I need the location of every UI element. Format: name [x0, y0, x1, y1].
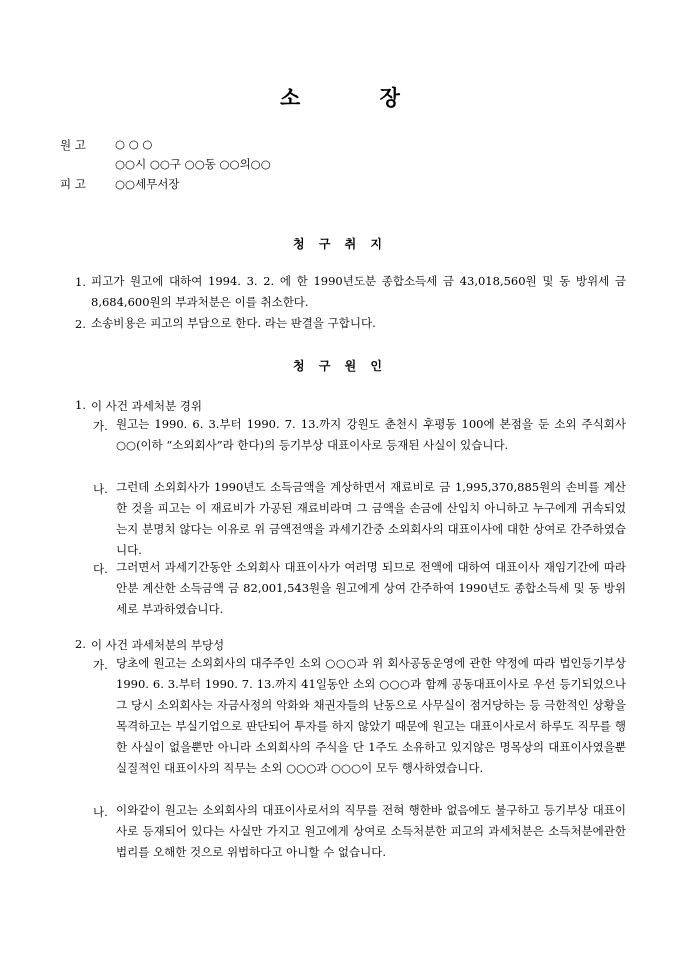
section-number: 1. [75, 398, 86, 412]
subitem-text: 이와같이 원고는 소외회사의 대표이사로서의 직무를 전혀 행한바 없음에도 불구하고 등기부상 대표이사로 등재되어 있다는 사실만 가지고 원고에게 상여로 소득처분한 피고의 과세처분은 소득처분에관한법리를 오해한 것으로 위법하다고 아니할 수 없습니다. [116, 803, 626, 859]
subitem-text: 원고는 1990. 6. 3.부터 1990. 7. 13.까지 강원도 춘천시 후평동 100에 본점을 둔 소외 주식회사 ○○(이하 “소외회사”라 한다)의 등기부상 대표이사로 등재된 사실이 있습니다. [116, 417, 626, 452]
section-title: 이 사건 과세처분의 부당성 [91, 638, 225, 652]
section-title: 이 사건 과세처분 경위 [91, 399, 202, 413]
plaintiff-name: ○ ○ ○ [115, 137, 153, 151]
defendant-label: 피 고 [60, 177, 86, 191]
subitem-number: 가. [93, 658, 108, 672]
document-title: 소 장 [280, 85, 436, 110]
subitem-text: 당초에 원고는 소외회사의 대주주인 소외 ○○○과 위 회사공동운영에 관한 약정에 따라 법인등기부상 1990. 6. 3.부터 1990. 7. 13.까지 41일동안 소외 ○○○과 함께 공동대표이사로 우선 등기되었으나 그 당시 소외회사는 자금사정의 악화와 채권자들의 난동으로 사무실이 점거당하는 등 극한적인 상황을 목격하고는 부실기업으로 판단되어 투자를 하지 않았기 때문에 원고는 대표이사로서 하루도 직무를 행한 사실이 없을뿐만 아니라 소외회사의 주식을 단 1주도 소유하고 있지않은 명목상의 대표이사였을뿐 실질적인 대표이사의 직무는 소외 ○○○과 ○○○이 모두 행사하였습니다. [116, 656, 626, 775]
plaintiff-label: 원 고 [60, 138, 86, 152]
subitem-number: 다. [93, 562, 108, 576]
claim-item-number: 2. [75, 317, 86, 331]
subitem-text: 그런데 소외회사가 1990년도 소득금액을 계상하면서 재료비로 금 1,995,370,885원의 손비를 계산한 것을 피고는 이 재료비가 가공된 재료비라며 그 금액을 손금에 산입치 아니하고 누구에게 귀속되었는지 분명치 않다는 이유로 위 금액전액을 과세기간중 소외회사의 대표이사에 대한 상여로 간주하였습니다. [116, 480, 626, 557]
claim-item-text: 소송비용은 피고의 부담으로 한다. 라는 판결을 구합니다. [91, 316, 376, 330]
subitem-number: 나. [93, 482, 108, 496]
claim-item-text: 피고가 원고에 대하여 1994. 3. 2. 에 한 1990년도분 종합소득세 금 43,018,560원 및 동 방위세 금 8,684,600원의 부과처분은 이를 취소한다. [91, 274, 626, 309]
section-number: 2. [75, 637, 86, 651]
subitem-number: 나. [93, 805, 108, 819]
subitem-text: 그러면서 과세기간동안 소외회사 대표이사가 여러명 되므로 전액에 대하여 대표이사 재임기간에 따라 안분 계산한 소득금액 금 82,001,543원을 원고에게 상여 간주하여 1990년도 종합소득세 및 동 방위세로 부과하였습니다. [116, 560, 626, 616]
subitem-number: 가. [93, 419, 108, 433]
plaintiff-address: ○○시 ○○구 ○○동 ○○의○○ [115, 157, 271, 171]
defendant-name: ○○세무서장 [115, 177, 180, 191]
cause-heading: 청 구 원 인 [293, 359, 387, 373]
claim-heading: 청 구 취 지 [293, 237, 387, 251]
claim-item-number: 1. [75, 275, 86, 289]
